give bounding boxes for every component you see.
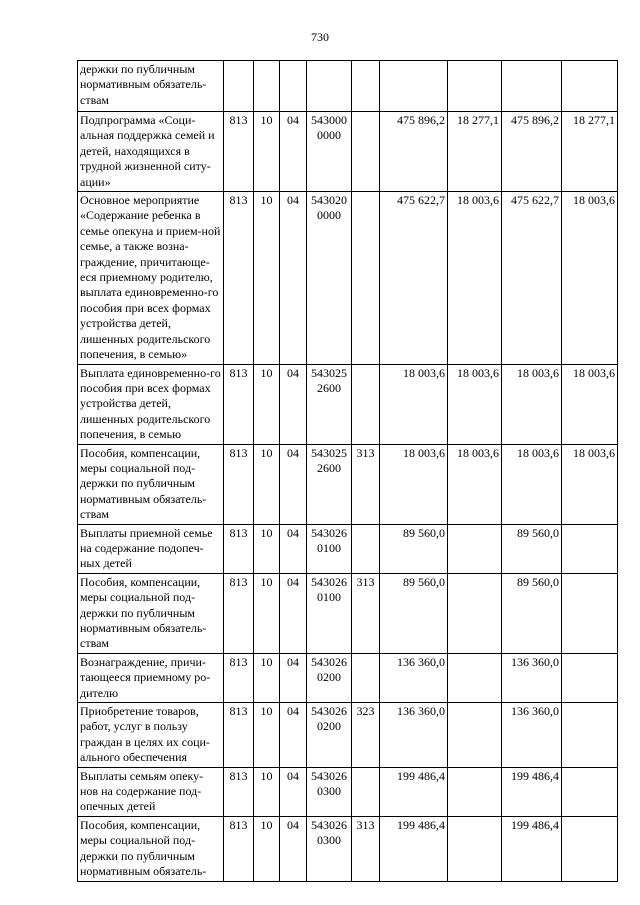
amount-federal-cell [448, 703, 502, 768]
amount-total-2-cell: 136 360,0 [502, 653, 562, 702]
ministry-code-cell: 813 [224, 767, 254, 816]
subsection-code-cell: 04 [280, 444, 307, 524]
ministry-code-cell: 813 [224, 444, 254, 524]
page-number: 730 [311, 30, 329, 44]
section-code-cell: 10 [254, 444, 280, 524]
amount-total-cell: 199 486,4 [380, 816, 448, 881]
amount-federal-cell [448, 573, 502, 653]
amount-total-2-cell: 475 896,2 [502, 112, 562, 192]
amount-total-2-cell: 18 003,6 [502, 444, 562, 524]
table-row [78, 816, 618, 881]
target-article-cell: 543026 0100 [307, 573, 352, 653]
row-name-cell: Подпрограмма «Соци-альная поддержка семей и детей, находящихся в трудной жизненной ситу-ации» [78, 112, 224, 192]
table-row [78, 61, 618, 112]
ministry-code-cell [224, 61, 254, 112]
table-row [78, 364, 618, 444]
target-article-cell: 543025 2600 [307, 364, 352, 444]
subsection-code-cell: 04 [280, 364, 307, 444]
amount-federal-2-cell [562, 573, 618, 653]
amount-federal-cell: 18 003,6 [448, 444, 502, 524]
amount-federal-2-cell [562, 61, 618, 112]
row-name-cell: Выплата единовременно-го пособия при всех формах устройства детей, лишенных родительского попечения, в семью [78, 364, 224, 444]
ministry-code-cell: 813 [224, 112, 254, 192]
amount-total-cell: 475 622,7 [380, 192, 448, 364]
subsection-code-cell: 04 [280, 816, 307, 881]
amount-federal-2-cell: 18 003,6 [562, 444, 618, 524]
amount-federal-2-cell [562, 703, 618, 768]
expense-type-cell [352, 112, 380, 192]
row-name-cell: Пособия, компенсации, меры социальной под-держки по публичным нормативным обязатель-ствам [78, 573, 224, 653]
ministry-code-cell: 813 [224, 816, 254, 881]
amount-total-cell: 136 360,0 [380, 653, 448, 702]
target-article-cell: 543026 0200 [307, 703, 352, 768]
expense-type-cell [352, 524, 380, 573]
amount-federal-2-cell [562, 524, 618, 573]
ministry-code-cell: 813 [224, 573, 254, 653]
section-code-cell [254, 61, 280, 112]
section-code-cell: 10 [254, 653, 280, 702]
table-row [78, 703, 618, 768]
target-article-cell: 543020 0000 [307, 192, 352, 364]
amount-federal-cell [448, 524, 502, 573]
row-name-cell: держки по публичным нормативным обязатель-ствам [78, 61, 224, 112]
ministry-code-cell: 813 [224, 364, 254, 444]
expense-type-cell: 313 [352, 444, 380, 524]
section-code-cell: 10 [254, 364, 280, 444]
amount-federal-2-cell [562, 653, 618, 702]
section-code-cell: 10 [254, 524, 280, 573]
amount-federal-cell [448, 61, 502, 112]
amount-total-cell: 89 560,0 [380, 573, 448, 653]
row-name-cell: Выплаты семьям опеку-нов на содержание под-опечных детей [78, 767, 224, 816]
amount-total-2-cell: 18 003,6 [502, 364, 562, 444]
section-code-cell: 10 [254, 703, 280, 768]
amount-federal-2-cell: 18 003,6 [562, 192, 618, 364]
target-article-cell [307, 61, 352, 112]
expense-type-cell: 313 [352, 573, 380, 653]
table-row [78, 767, 618, 816]
amount-total-2-cell: 89 560,0 [502, 524, 562, 573]
section-code-cell: 10 [254, 573, 280, 653]
row-name-cell: Приобретение товаров, работ, услуг в пользу граждан в целях их соци-ального обеспечения [78, 703, 224, 768]
subsection-code-cell: 04 [280, 767, 307, 816]
amount-total-cell: 199 486,4 [380, 767, 448, 816]
amount-total-cell: 136 360,0 [380, 703, 448, 768]
amount-federal-cell: 18 003,6 [448, 364, 502, 444]
expense-type-cell [352, 653, 380, 702]
target-article-cell: 543026 0200 [307, 653, 352, 702]
amount-federal-2-cell [562, 816, 618, 881]
amount-federal-cell [448, 653, 502, 702]
subsection-code-cell [280, 61, 307, 112]
ministry-code-cell: 813 [224, 653, 254, 702]
target-article-cell: 543026 0300 [307, 816, 352, 881]
row-name-cell: Вознаграждение, причи-тающееся приемному ро-дителю [78, 653, 224, 702]
amount-federal-cell: 18 277,1 [448, 112, 502, 192]
amount-federal-2-cell: 18 277,1 [562, 112, 618, 192]
expense-type-cell [352, 192, 380, 364]
ministry-code-cell: 813 [224, 703, 254, 768]
subsection-code-cell: 04 [280, 112, 307, 192]
amount-total-cell: 18 003,6 [380, 444, 448, 524]
target-article-cell: 543026 0100 [307, 524, 352, 573]
amount-total-cell: 18 003,6 [380, 364, 448, 444]
amount-federal-cell [448, 816, 502, 881]
amount-total-2-cell: 475 622,7 [502, 192, 562, 364]
subsection-code-cell: 04 [280, 703, 307, 768]
subsection-code-cell: 04 [280, 573, 307, 653]
target-article-cell: 543000 0000 [307, 112, 352, 192]
amount-total-cell: 89 560,0 [380, 524, 448, 573]
row-name-cell: Пособия, компенсации, меры социальной под-держки по публичным нормативным обязатель-ствам [78, 444, 224, 524]
amount-federal-2-cell: 18 003,6 [562, 364, 618, 444]
section-code-cell: 10 [254, 192, 280, 364]
subsection-code-cell: 04 [280, 192, 307, 364]
section-code-cell: 10 [254, 816, 280, 881]
table-row [78, 444, 618, 524]
amount-total-cell [380, 61, 448, 112]
amount-federal-cell [448, 767, 502, 816]
expense-type-cell: 313 [352, 816, 380, 881]
table-row [78, 573, 618, 653]
amount-total-2-cell: 136 360,0 [502, 703, 562, 768]
subsection-code-cell: 04 [280, 653, 307, 702]
amount-total-cell: 475 896,2 [380, 112, 448, 192]
amount-total-2-cell [502, 61, 562, 112]
expense-type-cell [352, 61, 380, 112]
table-row [78, 653, 618, 702]
expense-type-cell [352, 364, 380, 444]
target-article-cell: 543025 2600 [307, 444, 352, 524]
target-article-cell: 543026 0300 [307, 767, 352, 816]
expense-type-cell [352, 767, 380, 816]
row-name-cell: Пособия, компенсации, меры социальной под-держки по публичным нормативным обязатель- [78, 816, 224, 881]
amount-total-2-cell: 89 560,0 [502, 573, 562, 653]
section-code-cell: 10 [254, 767, 280, 816]
budget-table [77, 60, 618, 882]
ministry-code-cell: 813 [224, 524, 254, 573]
amount-total-2-cell: 199 486,4 [502, 816, 562, 881]
amount-federal-2-cell [562, 767, 618, 816]
amount-federal-cell: 18 003,6 [448, 192, 502, 364]
amount-total-2-cell: 199 486,4 [502, 767, 562, 816]
row-name-cell: Выплаты приемной семье на содержание подопеч-ных детей [78, 524, 224, 573]
table-row [78, 192, 618, 364]
expense-type-cell: 323 [352, 703, 380, 768]
table-row [78, 112, 618, 192]
table-row [78, 524, 618, 573]
ministry-code-cell: 813 [224, 192, 254, 364]
subsection-code-cell: 04 [280, 524, 307, 573]
section-code-cell: 10 [254, 112, 280, 192]
row-name-cell: Основное мероприятие «Содержание ребенка в семье опекуна и прием-ной семье, а также возна-граждение, причитающе-еся приемному родителю, выплата единовременно-го пособия при всех формах устройства детей, лишенных родительского попечения, в семью» [78, 192, 224, 364]
